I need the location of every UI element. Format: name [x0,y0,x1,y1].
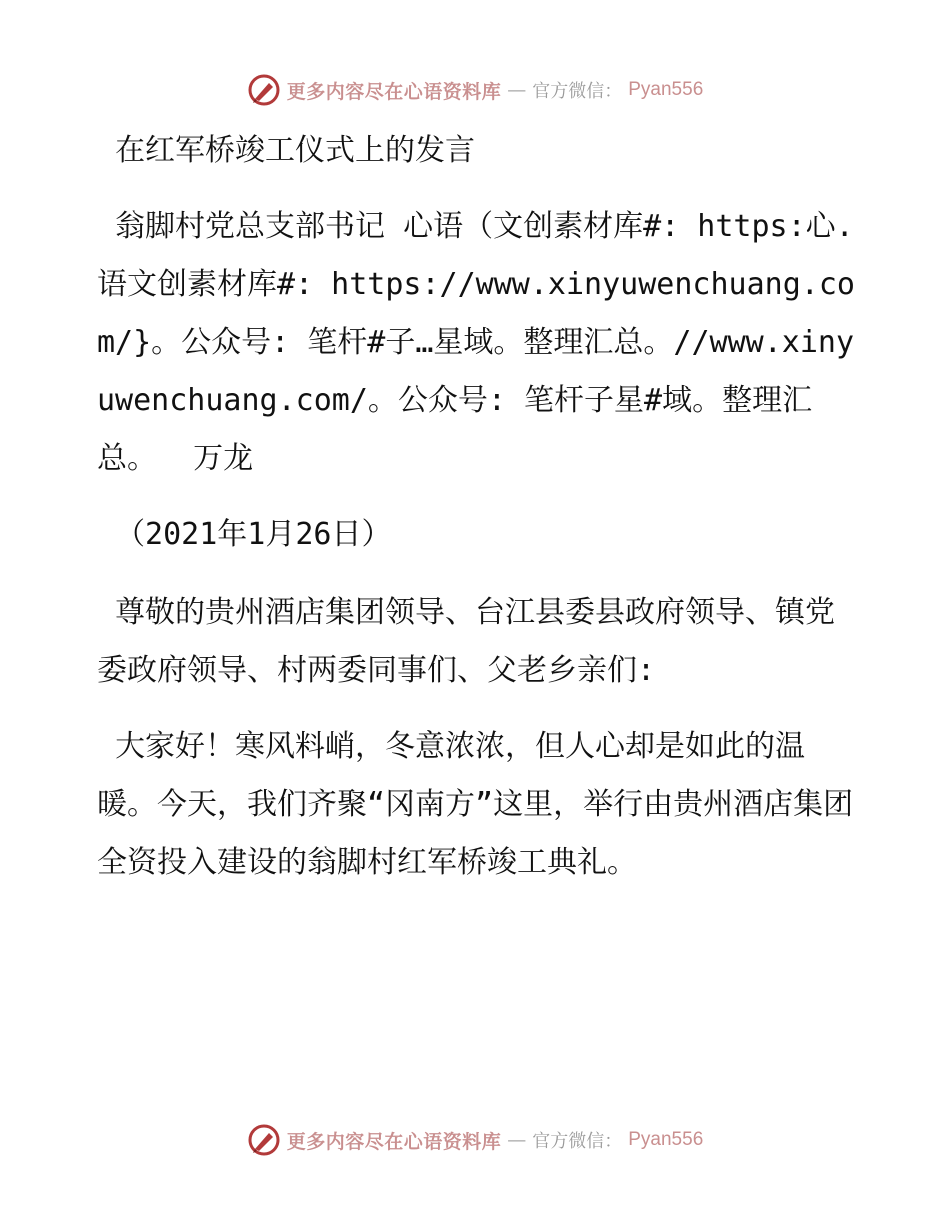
body-paragraph: 大家好！寒风料峭，冬意浓浓，但人心却是如此的温暖。今天，我们齐聚“冈南方”这里，举行由贵州酒店集团全资投入建设的翁脚村红军桥竣工典礼。 [97,729,854,880]
watermark-main-text: 更多内容尽在心语资料库 [286,1130,502,1153]
watermark-wechat-id: Pyan556 [628,79,704,100]
pen-logo-icon [247,73,281,107]
watermark-side-text: 官方微信： [532,1131,623,1152]
watermark-footer [0,1120,950,1160]
document-body [97,122,857,910]
watermark-main-text: 更多内容尽在心语资料库 [286,80,502,103]
watermark-wechat-id: Pyan556 [628,1129,704,1150]
watermark-separator: — [507,79,527,101]
watermark-header [0,70,950,110]
author-line: 翁脚村党总支部书记 心语（文创素材库#: https:心.语文创素材库#: https://www.xinyuwenchuang.com/}。公众号: 笔杆#子…星域。整理汇总。//www.xinyuwenchuang.com/。公众号: 笔杆子星#域。整理汇总。 万龙 [97,209,855,476]
document-title: 在红军桥竣工仪式上的发言 [97,133,476,168]
watermark-separator: — [507,1129,527,1151]
document-date: （2021年1月26日） [97,517,392,552]
salutation-paragraph: 尊敬的贵州酒店集团领导、台江县委县政府领导、镇党委政府领导、村两委同事们、父老乡亲们: [97,595,836,688]
pen-logo-icon [247,1123,281,1157]
watermark-side-text: 官方微信： [532,81,623,102]
